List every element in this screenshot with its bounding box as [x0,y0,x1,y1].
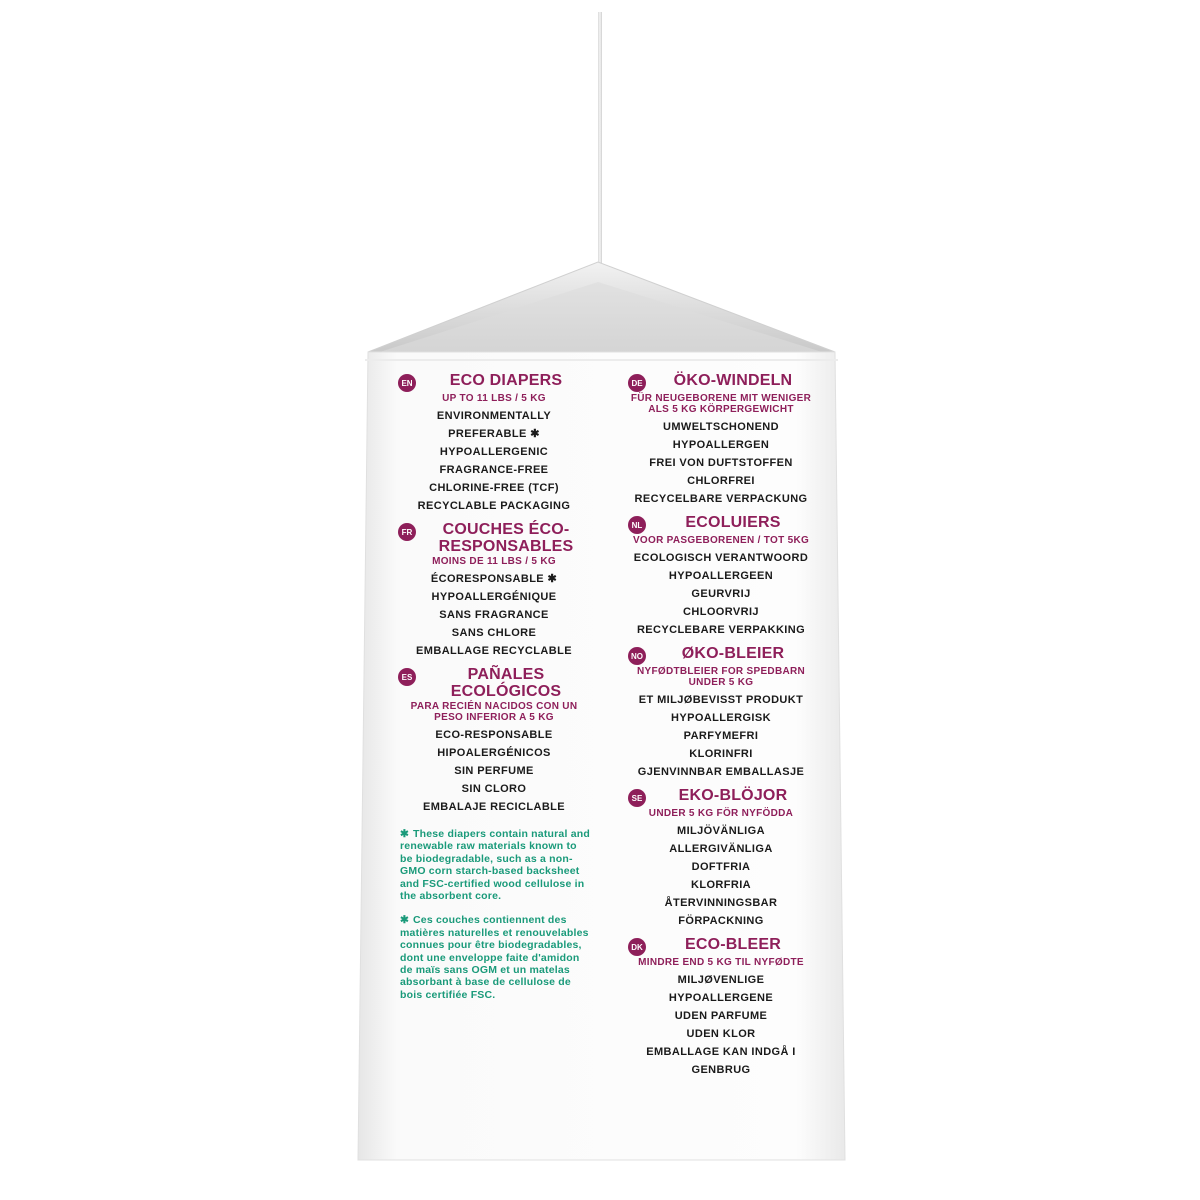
section-subtitle: UP TO 11 LBS / 5 KG [442,393,546,404]
footnote-text: These diapers contain natural and renewable raw materials known to be biodegradable, such as a non-GMO corn starch-based backsheet and FSC-certified wood cellulose in the absorbent core. [400,828,590,903]
feature-item: SANS FRAGRANCE [439,609,549,621]
feature-item: HYPOALLERGEN [672,439,770,451]
section-subtitle: PARA RECIÉN NACIDOS CON UN PESO INFERIOR A 5 KG [410,701,578,723]
feature-item: HYPOALLERGENIC [439,446,549,458]
language-section [628,372,814,508]
section-header [628,514,814,534]
feature-item: MILJÖVÄNLIGA [677,825,765,837]
feature-item: CHLORFREI [687,475,755,487]
feature-item: EMBALAJE RECICLABLE [422,801,566,813]
right-column [628,372,814,1085]
feature-item: CHLORINE-FREE (TCF) [429,482,559,494]
language-badge: SE [628,789,646,807]
feature-item: RECYCELBARE VERPACKUNG [634,493,808,505]
feature-item: ECO-RESPONSABLE [435,729,553,741]
feature-item: ET MILJØBEVISST PRODUKT [638,694,804,706]
language-badge: EN [398,374,416,392]
feature-item: HYPOALLERGENE [668,992,774,1004]
language-section [628,787,814,930]
feature-item: KLORFRIA [690,879,752,891]
feature-item: HYPOALLERGISK [671,712,771,724]
feature-item: HYPOALLERGÉNIQUE [431,591,557,603]
asterisk-icon: ✱ [400,828,409,840]
feature-item: HYPOALLERGEEN [668,570,774,582]
feature-item: MILJØVENLIGE [677,974,765,986]
section-title: ØKO-BLEIER [681,645,785,662]
section-subtitle: MINDRE END 5 KG TIL NYFØDTE [638,957,804,968]
feature-item: FREI VON DUFTSTOFFEN [649,457,793,469]
section-subtitle: MOINS DE 11 LBS / 5 KG [432,556,556,567]
section-header [398,372,590,392]
section-header [398,666,590,700]
section-header [398,521,590,555]
feature-item: ÉCORESPONSABLE ✱ [430,573,558,585]
feature-item: RECYCLABLE PACKAGING [417,500,571,512]
feature-item: DOFTFRIA [691,861,751,873]
section-subtitle: NYFØDTBLEIER FOR SPEDBARN UNDER 5 KG [636,666,806,688]
language-badge: NL [628,516,646,534]
section-header [628,936,814,956]
language-section [628,936,814,1079]
footnote [398,828,590,902]
section-header [628,787,814,807]
footnote-text: Ces couches contiennent des matières naturelles et renouvelables connues pour être biodegradables, dont une enveloppe faite d'amidon de maïs sans OGM et un matelas absorbant à base de cellulose de bois certifiée FSC. [400,914,589,1001]
section-title: PAÑALES ECOLÓGICOS [450,666,562,700]
language-section [628,645,814,781]
section-subtitle: VOOR PASGEBORENEN / TOT 5KG [632,535,810,546]
language-badge: DK [628,938,646,956]
feature-item: ÅTERVINNINGSBAR FÖRPACKNING [664,897,778,927]
section-title: ECO-BLEER [684,936,782,953]
section-subtitle: FÜR NEUGEBORENE MIT WENIGER ALS 5 KG KÖRPERGEWICHT [630,393,812,415]
section-subtitle: UNDER 5 KG FÖR NYFÖDDA [648,808,794,819]
language-badge: DE [628,374,646,392]
asterisk-icon: ✱ [400,914,409,927]
feature-item: PARFYMEFRI [683,730,759,742]
section-title: ECOLUIERS [685,514,781,531]
section-header [628,372,814,392]
section-title: EKO-BLÖJOR [678,787,788,804]
feature-item: ECOLOGISCH VERANTWOORD [633,552,809,564]
feature-item: SANS CHLORE [451,627,537,639]
left-column [398,372,590,1001]
section-header [628,645,814,665]
section-title: ECO DIAPERS [449,372,563,389]
section-title: COUCHES ÉCO-RESPONSABLES [438,521,574,555]
feature-item: RECYCLEBARE VERPAKKING [636,624,806,636]
feature-item: GEURVRIJ [691,588,751,600]
language-badge: NO [628,647,646,665]
feature-item: GJENVINNBAR EMBALLASJE [637,766,805,778]
footnote [398,914,590,1001]
feature-item: CHLOORVRIJ [683,606,759,618]
feature-item: EMBALLAGE RECYCLABLE [416,645,572,657]
feature-item: EMBALLAGE KAN INDGÅ I GENBRUG [646,1046,796,1076]
feature-item: SIN PERFUME [454,765,534,777]
feature-item: HIPOALERGÉNICOS [437,747,551,759]
feature-item: UMWELTSCHONEND [663,421,779,433]
language-section [398,372,590,515]
section-title: ÖKO-WINDELN [673,372,793,389]
feature-item: SIN CLORO [461,783,527,795]
language-badge: ES [398,668,416,686]
language-badge: FR [398,523,416,541]
feature-item: ENVIRONMENTALLY PREFERABLE ✱ [436,410,552,440]
feature-item: UDEN KLOR [686,1028,756,1040]
language-section [628,514,814,639]
feature-item: ALLERGIVÄNLIGA [669,843,773,855]
feature-item: KLORINFRI [689,748,753,760]
feature-item: UDEN PARFUME [674,1010,768,1022]
language-section [398,666,590,816]
language-section [398,521,590,660]
feature-item: FRAGRANCE-FREE [439,464,549,476]
